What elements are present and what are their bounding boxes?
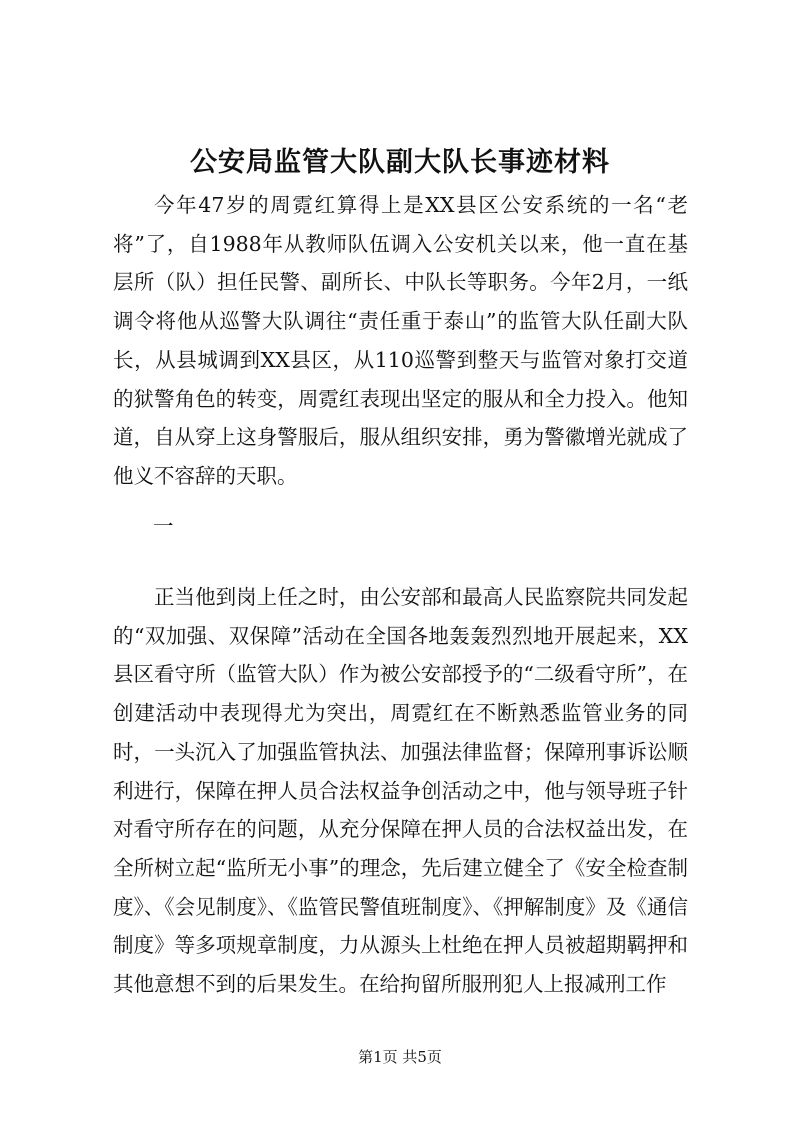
body-paragraph-1: 今年47岁的周霓红算得上是XX县区公安系统的一名“老将”了，自1988年从教师队伍调入公安机关以来，他一直在基层所（队）担任民警、副所长、中队长等职务。今年2月，一纸调令将他从巡警大队调往“责任重于泰山”的监管大队任副大队长，从县城调到XX县区，从110巡警到整天与监管对象打交道的狱警角色的转变，周霓红表现出坚定的服从和全力投入。他知道，自从穿上这身警服后，服从组织安排，勇为警徽增光就成了他义不容辞的天职。 xyxy=(113,193,688,488)
body-paragraph-2: 正当他到岗上任之时，由公安部和最高人民监察院共同发起的“双加强、双保障”活动在全国各地轰轰烈烈地开展起来，XX县区看守所（监管大队）作为被公安部授予的“二级看守所”，在创建活动中表现得尤为突出，周霓红在不断熟悉监管业务的同时，一头沉入了加强监管执法、加强法律监督；保障刑事诉讼顺利进行，保障在押人员合法权益争创活动之中，他与领导班子针对看守所存在的问题，从充分保障在押人员的合法权益出发，在全所树立起“监所无小事”的理念，先后建立健全了《安全检查制度》、《会见制度》、《监管民警值班制度》、《押解制度》及《通信制度》等多项规章制度，力从源头上杜绝在押人员被超期羁押和其他意想不到的后果发生。在给拘留所服刑犯人上报减刑工作 xyxy=(113,585,688,997)
document-title: 公安局监管大队副大队长事迹材料 xyxy=(190,147,610,178)
section-mark: 一 xyxy=(153,514,174,538)
page-footer: 第1页 共5页 xyxy=(358,1048,442,1066)
